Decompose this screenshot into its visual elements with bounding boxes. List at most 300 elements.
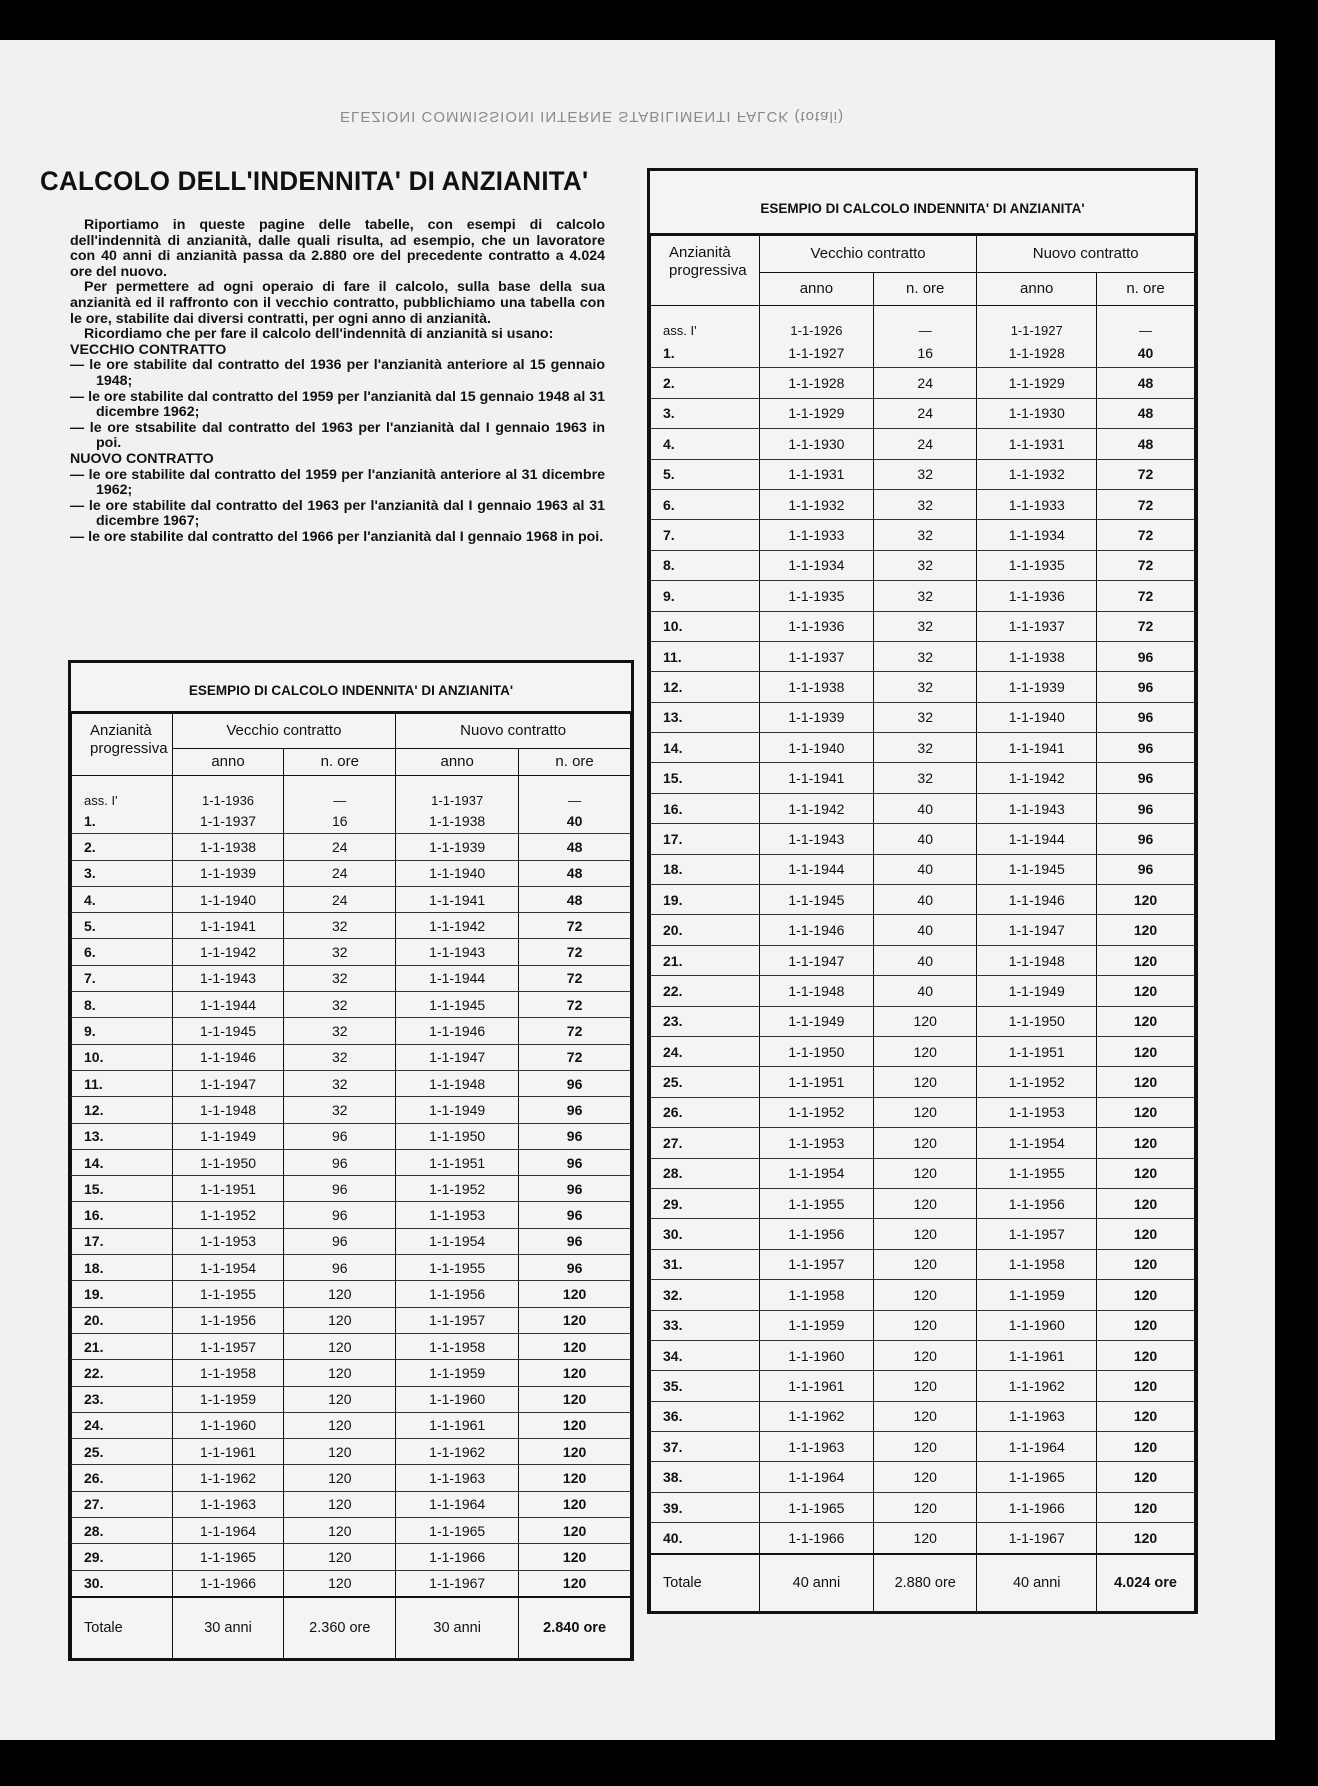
vecchio-ore-cell: 32 (874, 641, 977, 671)
nuovo-anno-cell: 1-1-1955 (977, 1158, 1097, 1188)
vecchio-rule: — le ore stabilite dal contratto del 1959 per l'anzianità dal 15 gennaio 1948 al 31 dicembre 1962; (70, 388, 605, 421)
header-n-ore: n. ore (284, 749, 396, 776)
nuovo-anno-cell: 1-1-1941 (977, 733, 1097, 763)
row-number: 28. (651, 1158, 760, 1188)
header-anzianita: Anzianità progressiva (72, 714, 173, 776)
vecchio-anno-cell: 1-1-1966 (759, 1523, 873, 1554)
vecchio-ore-cell: 16 (874, 338, 977, 368)
vecchio-anno-cell: 1-1-1943 (759, 824, 873, 854)
row-number: 15. (72, 1176, 173, 1202)
vecchio-anno-cell: 1-1-1948 (759, 976, 873, 1006)
vecchio-ore-cell: 120 (874, 1006, 977, 1036)
row-number: 33. (651, 1310, 760, 1340)
row-number: 15. (651, 763, 760, 793)
row-number: 23. (651, 1006, 760, 1036)
nuovo-ore-cell: 120 (1097, 1158, 1195, 1188)
nuovo-ore-cell: — (1097, 306, 1195, 339)
nuovo-ore-cell: 96 (1097, 672, 1195, 702)
vecchio-rule: — le ore stsabilite dal contratto del 1963 per l'anzianità dal I gennaio 1963 in poi. (70, 419, 605, 452)
vecchio-anno-cell: 1-1-1956 (172, 1307, 284, 1333)
row-number: 18. (72, 1255, 173, 1281)
vecchio-ore-cell: 120 (874, 1249, 977, 1279)
row-number: 2. (651, 368, 760, 398)
row-number: 19. (72, 1281, 173, 1307)
table-row (651, 489, 1195, 519)
total-vecchio-anni: 30 anni (172, 1597, 284, 1658)
vecchio-ore-cell: 40 (874, 793, 977, 823)
row-number: 7. (651, 520, 760, 550)
row-number: 13. (651, 702, 760, 732)
vecchio-ore-cell: 32 (874, 520, 977, 550)
vecchio-ore-cell: 24 (284, 834, 396, 860)
row-number: 13. (72, 1123, 173, 1149)
table-row (72, 1386, 631, 1412)
table-row (651, 1067, 1195, 1097)
nuovo-ore-cell: 120 (519, 1386, 631, 1412)
nuovo-anno-cell: 1-1-1930 (977, 398, 1097, 428)
row-number: 39. (651, 1492, 760, 1522)
row-number: 2. (72, 834, 173, 860)
nuovo-ore-cell: 72 (519, 913, 631, 939)
nuovo-ore-cell: 120 (1097, 1219, 1195, 1249)
table-row (72, 1307, 631, 1333)
table-row (651, 611, 1195, 641)
nuovo-ore-cell: 120 (1097, 976, 1195, 1006)
vecchio-anno-cell: 1-1-1928 (759, 368, 873, 398)
table-row (651, 368, 1195, 398)
header-anno: anno (172, 749, 284, 776)
nuovo-anno-cell: 1-1-1937 (977, 611, 1097, 641)
vecchio-anno-cell: 1-1-1940 (759, 733, 873, 763)
table-row (651, 945, 1195, 975)
nuovo-anno-cell: 1-1-1958 (396, 1333, 519, 1359)
row-number: 16. (651, 793, 760, 823)
table-row (72, 1255, 631, 1281)
nuovo-anno-cell: 1-1-1952 (977, 1067, 1097, 1097)
vecchio-ore-cell: 96 (284, 1228, 396, 1254)
nuovo-anno-cell: 1-1-1945 (396, 992, 519, 1018)
vecchio-ore-cell: 32 (284, 965, 396, 991)
nuovo-ore-cell: 72 (1097, 520, 1195, 550)
vecchio-ore-cell: 120 (874, 1371, 977, 1401)
table-row (72, 1097, 631, 1123)
nuovo-anno-cell: 1-1-1945 (977, 854, 1097, 884)
vecchio-anno-cell: 1-1-1947 (172, 1070, 284, 1096)
nuovo-anno-cell: 1-1-1927 (977, 306, 1097, 339)
row-number: 31. (651, 1249, 760, 1279)
table-row (651, 854, 1195, 884)
vecchio-anno-cell: 1-1-1941 (172, 913, 284, 939)
nuovo-anno-cell: 1-1-1929 (977, 368, 1097, 398)
nuovo-anno-cell: 1-1-1957 (977, 1219, 1097, 1249)
nuovo-ore-cell: 120 (519, 1281, 631, 1307)
vecchio-anno-cell: 1-1-1939 (172, 860, 284, 886)
nuovo-ore-cell: 120 (1097, 1036, 1195, 1066)
nuovo-anno-cell: 1-1-1941 (396, 886, 519, 912)
row-number: 19. (651, 885, 760, 915)
nuovo-ore-cell: 120 (1097, 1006, 1195, 1036)
vecchio-ore-cell: — (284, 776, 396, 809)
vecchio-anno-cell: 1-1-1953 (759, 1128, 873, 1158)
row-number: 32. (651, 1280, 760, 1310)
row-number: 26. (651, 1097, 760, 1127)
nuovo-ore-cell: 72 (1097, 459, 1195, 489)
header-nuovo-contratto: Nuovo contratto (977, 236, 1195, 273)
vecchio-ore-cell: 120 (874, 1219, 977, 1249)
nuovo-ore-cell: 120 (1097, 1340, 1195, 1370)
table-row (651, 1462, 1195, 1492)
vecchio-anno-cell: 1-1-1938 (172, 834, 284, 860)
nuovo-ore-cell: 96 (1097, 793, 1195, 823)
nuovo-ore-cell: 48 (519, 834, 631, 860)
vecchio-ore-cell: 120 (874, 1462, 977, 1492)
nuovo-anno-cell: 1-1-1954 (396, 1228, 519, 1254)
table-row (72, 1570, 631, 1597)
table-row (651, 338, 1195, 368)
vecchio-anno-cell: 1-1-1961 (759, 1371, 873, 1401)
header-n-ore: n. ore (874, 273, 977, 306)
row-number: 14. (72, 1149, 173, 1175)
nuovo-contratto-heading: NUOVO CONTRATTO (70, 450, 214, 467)
vecchio-anno-cell: 1-1-1948 (172, 1097, 284, 1123)
vecchio-anno-cell: 1-1-1959 (172, 1386, 284, 1412)
vecchio-ore-cell: 32 (874, 550, 977, 580)
nuovo-anno-cell: 1-1-1946 (396, 1018, 519, 1044)
vecchio-anno-cell: 1-1-1945 (759, 885, 873, 915)
vecchio-anno-cell: 1-1-1958 (172, 1360, 284, 1386)
vecchio-anno-cell: 1-1-1955 (172, 1281, 284, 1307)
nuovo-ore-cell: 120 (1097, 915, 1195, 945)
vecchio-anno-cell: 1-1-1942 (172, 939, 284, 965)
vecchio-anno-cell: 1-1-1961 (172, 1439, 284, 1465)
vecchio-anno-cell: 1-1-1945 (172, 1018, 284, 1044)
table-row (651, 459, 1195, 489)
nuovo-anno-cell: 1-1-1935 (977, 550, 1097, 580)
table-row (651, 1249, 1195, 1279)
vecchio-ore-cell: 120 (874, 1188, 977, 1218)
total-nuovo-ore: 2.840 ore (519, 1597, 631, 1658)
nuovo-anno-cell: 1-1-1956 (977, 1188, 1097, 1218)
nuovo-anno-cell: 1-1-1949 (977, 976, 1097, 1006)
vecchio-anno-cell: 1-1-1949 (759, 1006, 873, 1036)
row-number: 1. (72, 808, 173, 834)
table-row (72, 1202, 631, 1228)
table-row (72, 1544, 631, 1570)
vecchio-ore-cell: 120 (874, 1036, 977, 1066)
nuovo-ore-cell: 72 (519, 965, 631, 991)
table-row-start (72, 776, 631, 809)
nuovo-ore-cell: 96 (1097, 733, 1195, 763)
header-n-ore: n. ore (519, 749, 631, 776)
vecchio-ore-cell: 24 (874, 429, 977, 459)
nuovo-ore-cell: 48 (519, 860, 631, 886)
row-number: 11. (72, 1070, 173, 1096)
vecchio-ore-cell: 120 (874, 1432, 977, 1462)
vecchio-ore-cell: 40 (874, 945, 977, 975)
nuovo-anno-cell: 1-1-1960 (977, 1310, 1097, 1340)
nuovo-ore-cell: 120 (1097, 1432, 1195, 1462)
nuovo-anno-cell: 1-1-1934 (977, 520, 1097, 550)
vecchio-ore-cell: 120 (284, 1386, 396, 1412)
nuovo-anno-cell: 1-1-1961 (396, 1412, 519, 1438)
vecchio-anno-cell: 1-1-1932 (759, 489, 873, 519)
table-row-start (651, 306, 1195, 339)
vecchio-ore-cell: 40 (874, 915, 977, 945)
table-row-total (72, 1597, 631, 1658)
nuovo-anno-cell: 1-1-1953 (977, 1097, 1097, 1127)
vecchio-ore-cell: 32 (874, 489, 977, 519)
total-nuovo-anni: 30 anni (396, 1597, 519, 1658)
table-row (72, 913, 631, 939)
vecchio-anno-cell: 1-1-1955 (759, 1188, 873, 1218)
row-number: 27. (72, 1491, 173, 1517)
table-row (651, 763, 1195, 793)
table-40-years (647, 168, 1198, 1614)
nuovo-ore-cell: 120 (1097, 1128, 1195, 1158)
vecchio-ore-cell: 32 (874, 672, 977, 702)
row-number: 14. (651, 733, 760, 763)
table-row-total (651, 1554, 1195, 1611)
vecchio-anno-cell: 1-1-1938 (759, 672, 873, 702)
table-row (651, 1128, 1195, 1158)
nuovo-anno-cell: 1-1-1939 (396, 834, 519, 860)
nuovo-anno-cell: 1-1-1966 (977, 1492, 1097, 1522)
nuovo-ore-cell: 120 (519, 1439, 631, 1465)
nuovo-ore-cell: 120 (519, 1465, 631, 1491)
nuovo-anno-cell: 1-1-1950 (977, 1006, 1097, 1036)
vecchio-anno-cell: 1-1-1951 (172, 1176, 284, 1202)
vecchio-ore-cell: 32 (874, 702, 977, 732)
table-row (651, 1432, 1195, 1462)
vecchio-rule: — le ore stabilite dal contratto del 1936 per l'anzianità anteriore al 15 gennaio 1948; (70, 357, 605, 389)
vecchio-ore-cell: 24 (284, 886, 396, 912)
vecchio-anno-cell: 1-1-1944 (172, 992, 284, 1018)
vecchio-anno-cell: 1-1-1947 (759, 945, 873, 975)
vecchio-ore-cell: 120 (284, 1333, 396, 1359)
vecchio-anno-cell: 1-1-1940 (172, 886, 284, 912)
vecchio-ore-cell: 120 (284, 1439, 396, 1465)
vecchio-ore-cell: 120 (874, 1280, 977, 1310)
nuovo-anno-cell: 1-1-1943 (977, 793, 1097, 823)
nuovo-ore-cell: 120 (1097, 945, 1195, 975)
vecchio-ore-cell: 24 (284, 860, 396, 886)
table-row (72, 1281, 631, 1307)
nuovo-ore-cell: 72 (519, 1018, 631, 1044)
table-row (72, 1176, 631, 1202)
table-row (72, 1149, 631, 1175)
total-vecchio-ore: 2.880 ore (874, 1554, 977, 1611)
nuovo-anno-cell: 1-1-1959 (977, 1280, 1097, 1310)
nuovo-ore-cell: 96 (1097, 641, 1195, 671)
nuovo-ore-cell: 96 (519, 1070, 631, 1096)
nuovo-ore-cell: 72 (1097, 581, 1195, 611)
vecchio-anno-cell: 1-1-1954 (759, 1158, 873, 1188)
row-number: 36. (651, 1401, 760, 1431)
calc-table (650, 235, 1195, 1611)
row-number: 6. (72, 939, 173, 965)
table-row (651, 1371, 1195, 1401)
table-row (651, 550, 1195, 580)
nuovo-ore-cell: 96 (519, 1123, 631, 1149)
nuovo-ore-cell: 48 (519, 886, 631, 912)
vecchio-ore-cell: 120 (284, 1281, 396, 1307)
nuovo-ore-cell: 96 (519, 1176, 631, 1202)
table-row (651, 1097, 1195, 1127)
vecchio-anno-cell: 1-1-1943 (172, 965, 284, 991)
vecchio-ore-cell: 120 (874, 1340, 977, 1370)
nuovo-ore-cell: 120 (1097, 1188, 1195, 1218)
vecchio-anno-cell: 1-1-1963 (759, 1432, 873, 1462)
vecchio-ore-cell: 96 (284, 1202, 396, 1228)
table-row (651, 581, 1195, 611)
vecchio-ore-cell: 120 (874, 1310, 977, 1340)
vecchio-anno-cell: 1-1-1962 (172, 1465, 284, 1491)
vecchio-anno-cell: 1-1-1965 (172, 1544, 284, 1570)
intro-paragraph-2: Per permettere ad ogni operaio di fare il calcolo, sulla base della sua anzianità ed il raffronto con il vecchio contratto, pubblichiamo una tabella con le ore, stabilite dai diversi contratti, per ogni anno di anzianità. (70, 279, 605, 327)
table-row (651, 702, 1195, 732)
nuovo-anno-cell: 1-1-1967 (396, 1570, 519, 1597)
nuovo-ore-cell: 96 (1097, 763, 1195, 793)
nuovo-anno-cell: 1-1-1961 (977, 1340, 1097, 1370)
vecchio-ore-cell: 32 (284, 913, 396, 939)
vecchio-ore-cell: 32 (284, 1070, 396, 1096)
nuovo-ore-cell: 48 (1097, 398, 1195, 428)
row-number: 17. (651, 824, 760, 854)
vecchio-ore-cell: 16 (284, 808, 396, 834)
vecchio-anno-cell: 1-1-1960 (172, 1412, 284, 1438)
total-label: Totale (72, 1597, 173, 1658)
nuovo-ore-cell: 120 (1097, 1371, 1195, 1401)
vecchio-ore-cell: 96 (284, 1176, 396, 1202)
nuovo-ore-cell: 72 (519, 1044, 631, 1070)
table-row (651, 398, 1195, 428)
row-number: 3. (651, 398, 760, 428)
row-number: 10. (72, 1044, 173, 1070)
row-number: 5. (72, 913, 173, 939)
vecchio-ore-cell: 120 (284, 1570, 396, 1597)
table-row (72, 1491, 631, 1517)
nuovo-anno-cell: 1-1-1928 (977, 338, 1097, 368)
row-number: 22. (651, 976, 760, 1006)
table-row (651, 1340, 1195, 1370)
nuovo-ore-cell: 96 (519, 1149, 631, 1175)
nuovo-anno-cell: 1-1-1956 (396, 1281, 519, 1307)
row-number: 9. (651, 581, 760, 611)
nuovo-anno-cell: 1-1-1965 (977, 1462, 1097, 1492)
nuovo-ore-cell: 120 (519, 1518, 631, 1544)
table-row (72, 1333, 631, 1359)
table-row (72, 1044, 631, 1070)
total-vecchio-ore: 2.360 ore (284, 1597, 396, 1658)
row-number: 22. (72, 1360, 173, 1386)
table-row (651, 915, 1195, 945)
nuovo-anno-cell: 1-1-1947 (977, 915, 1097, 945)
row-number: 5. (651, 459, 760, 489)
vecchio-ore-cell: 40 (874, 854, 977, 884)
vecchio-anno-cell: 1-1-1937 (172, 808, 284, 834)
nuovo-anno-cell: 1-1-1960 (396, 1386, 519, 1412)
nuovo-ore-cell: 40 (1097, 338, 1195, 368)
row-number: 8. (651, 550, 760, 580)
nuovo-ore-cell: 120 (1097, 1401, 1195, 1431)
vecchio-anno-cell: 1-1-1952 (759, 1097, 873, 1127)
nuovo-anno-cell: 1-1-1955 (396, 1255, 519, 1281)
nuovo-ore-cell: 120 (1097, 1462, 1195, 1492)
nuovo-ore-cell: 96 (519, 1228, 631, 1254)
table-row (651, 1523, 1195, 1554)
nuovo-anno-cell: 1-1-1951 (977, 1036, 1097, 1066)
nuovo-ore-cell: 48 (1097, 429, 1195, 459)
nuovo-anno-cell: 1-1-1949 (396, 1097, 519, 1123)
vecchio-ore-cell: 96 (284, 1255, 396, 1281)
table-row (72, 1360, 631, 1386)
page-title: CALCOLO DELL'INDENNITA' DI ANZIANITA' (40, 166, 589, 196)
row-number: 26. (72, 1465, 173, 1491)
vecchio-ore-cell: 24 (874, 398, 977, 428)
nuovo-ore-cell: 96 (1097, 702, 1195, 732)
table-row (72, 860, 631, 886)
table-row (651, 1158, 1195, 1188)
nuovo-anno-cell: 1-1-1944 (396, 965, 519, 991)
nuovo-anno-cell: 1-1-1942 (977, 763, 1097, 793)
table-row (72, 1465, 631, 1491)
nuovo-anno-cell: 1-1-1954 (977, 1128, 1097, 1158)
vecchio-anno-cell: 1-1-1963 (172, 1491, 284, 1517)
vecchio-ore-cell: 32 (284, 1018, 396, 1044)
row-number: 4. (72, 886, 173, 912)
header-anno: anno (759, 273, 873, 306)
row-number: 17. (72, 1228, 173, 1254)
vecchio-ore-cell: 120 (284, 1412, 396, 1438)
vecchio-ore-cell: 32 (874, 459, 977, 489)
nuovo-ore-cell: 96 (519, 1097, 631, 1123)
vecchio-ore-cell: 40 (874, 824, 977, 854)
vecchio-anno-cell: 1-1-1926 (759, 306, 873, 339)
table-row (651, 1401, 1195, 1431)
row-number: 9. (72, 1018, 173, 1044)
table-row (651, 429, 1195, 459)
nuovo-ore-cell: 72 (1097, 611, 1195, 641)
row-number: 28. (72, 1518, 173, 1544)
row-number: 38. (651, 1462, 760, 1492)
nuovo-anno-cell: 1-1-1938 (977, 641, 1097, 671)
table-row (72, 1439, 631, 1465)
vecchio-ore-cell: 120 (284, 1518, 396, 1544)
vecchio-ore-cell: 40 (874, 976, 977, 1006)
vecchio-anno-cell: 1-1-1965 (759, 1492, 873, 1522)
row-number: 12. (651, 672, 760, 702)
vecchio-ore-cell: 120 (874, 1158, 977, 1188)
vecchio-anno-cell: 1-1-1933 (759, 520, 873, 550)
vecchio-anno-cell: 1-1-1954 (172, 1255, 284, 1281)
vecchio-anno-cell: 1-1-1957 (172, 1333, 284, 1359)
vecchio-ore-cell: 120 (284, 1544, 396, 1570)
vecchio-ore-cell: 96 (284, 1123, 396, 1149)
intro-paragraph-1: Riportiamo in queste pagine delle tabelle, con esempi di calcolo dell'indennità di anzianità, dalle quali risulta, ad esempio, che un lavoratore con 40 anni di anzianità passa da 2.880 ore del precedente contratto a 4.024 ore del nuovo. (70, 217, 605, 280)
nuovo-ore-cell: — (519, 776, 631, 809)
nuovo-anno-cell: 1-1-1936 (977, 581, 1097, 611)
nuovo-anno-cell: 1-1-1948 (396, 1070, 519, 1096)
vecchio-ore-cell: 32 (874, 763, 977, 793)
table-row (651, 520, 1195, 550)
row-number: 37. (651, 1432, 760, 1462)
table-row (651, 1219, 1195, 1249)
table-row (651, 1310, 1195, 1340)
intro-paragraph-3: Ricordiamo che per fare il calcolo dell'indennità di anzianità si usano: (84, 326, 554, 343)
nuovo-anno-cell: 1-1-1959 (396, 1360, 519, 1386)
row-number: 10. (651, 611, 760, 641)
nuovo-anno-cell: 1-1-1964 (977, 1432, 1097, 1462)
